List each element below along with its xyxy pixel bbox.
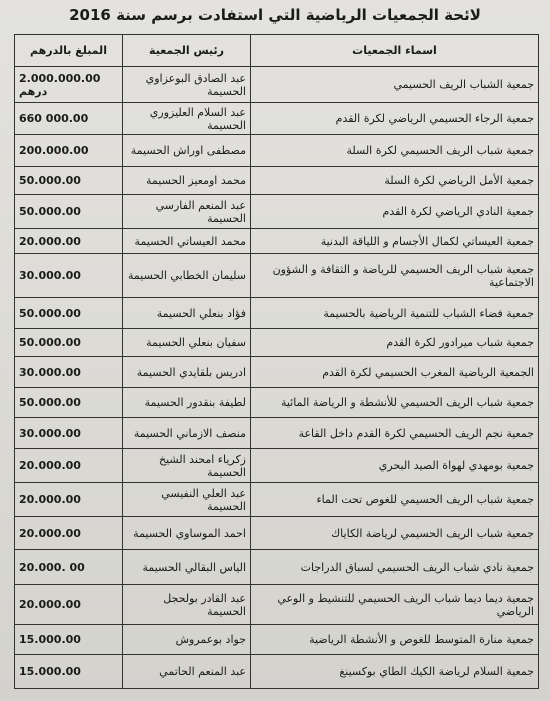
row-amount: 30.000.00: [15, 254, 123, 298]
row-amount: 30.000.00: [15, 357, 123, 388]
document-title: لائحة الجمعيات الرياضية التي استفادت برسم سنة 2016: [69, 6, 481, 24]
header-amount: المبلغ بالدرهم: [15, 35, 123, 67]
table-row: [15, 449, 539, 483]
row-president: عبد المنعم الحاتمي: [123, 655, 251, 689]
row-association-name: جمعية بومهدي لهواة الصيد البحري: [251, 449, 539, 483]
row-association-name: جمعية شباب الريف الحسيمي للغوص تحت الماء: [251, 483, 539, 517]
row-president: عبد القادر بولحجل الحسيمة: [123, 585, 251, 625]
row-president: ادريس بلقايدي الحسيمة: [123, 357, 251, 388]
header-name: اسماء الجمعيات: [251, 35, 539, 67]
table-row: [15, 655, 539, 689]
row-association-name: جمعية شباب الريف الحسيمي للأنشطة و الرياضة المائية: [251, 388, 539, 418]
row-president: فؤاد بنعلي الحسيمة: [123, 298, 251, 329]
row-association-name: جمعية نجم الريف الحسيمي لكرة القدم داخل القاعة: [251, 418, 539, 449]
row-amount: 660 000.00: [15, 103, 123, 135]
table-row: [15, 167, 539, 195]
table-row: [15, 298, 539, 329]
row-amount: 50.000.00: [15, 329, 123, 357]
table-row: [15, 67, 539, 103]
row-association-name: جمعية الشباب الريف الحسيمي: [251, 67, 539, 103]
row-association-name: جمعية العيساتي لكمال الأجسام و اللياقة البدنية: [251, 229, 539, 254]
row-amount: 20.000.00: [15, 483, 123, 517]
row-association-name: جمعية الأمل الرياضي لكرة السلة: [251, 167, 539, 195]
row-president: عبد الصادق البوعزاوي الحسيمة: [123, 67, 251, 103]
row-president: سليمان الخطابي الحسيمة: [123, 254, 251, 298]
row-amount: 20.000. 00: [15, 550, 123, 585]
row-association-name: جمعية شباب ميرادور لكرة القدم: [251, 329, 539, 357]
row-president: احمد الموساوي الحسيمة: [123, 517, 251, 550]
row-amount: 50.000.00: [15, 298, 123, 329]
row-president: عبد السلام العليزوري الحسيمة: [123, 103, 251, 135]
row-amount: 50.000.00: [15, 167, 123, 195]
header-president: رئيس الجمعية: [123, 35, 251, 67]
row-association-name: جمعية منارة المتوسط للغوص و الأنشطة الرياضية: [251, 625, 539, 655]
associations-rows: [15, 67, 539, 689]
table-row: [15, 329, 539, 357]
table-row: [15, 388, 539, 418]
table-row: [15, 483, 539, 517]
table-row: [15, 195, 539, 229]
table-row: [15, 418, 539, 449]
row-president: عبد المنعم الفارسي الحسيمة: [123, 195, 251, 229]
row-president: سفيان بنعلي الحسيمة: [123, 329, 251, 357]
row-amount: 20.000.00: [15, 517, 123, 550]
row-amount: 30.000.00: [15, 418, 123, 449]
table-row: [15, 229, 539, 254]
table-row: [15, 357, 539, 388]
row-president: عبد العلي النفيسي الحسيمة: [123, 483, 251, 517]
row-amount: 20.000.00: [15, 229, 123, 254]
row-association-name: الجمعية الرياضية المغرب الحسيمي لكرة القدم: [251, 357, 539, 388]
row-association-name: جمعية النادي الرياضي لكرة القدم: [251, 195, 539, 229]
row-association-name: جمعية شباب الريف الحسيمي لرياضة الكاياك: [251, 517, 539, 550]
row-amount: 50.000.00: [15, 388, 123, 418]
row-association-name: جمعية فضاء الشباب للتنمية الرياضية بالحسيمة: [251, 298, 539, 329]
row-amount: 15.000.00: [15, 625, 123, 655]
row-president: منصف الازماني الحسيمة: [123, 418, 251, 449]
table-row: [15, 625, 539, 655]
row-amount: 20.000.00: [15, 449, 123, 483]
row-amount: 200.000.00: [15, 135, 123, 167]
table-row: [15, 517, 539, 550]
row-association-name: جمعية شباب الريف الحسيمي لكرة السلة: [251, 135, 539, 167]
row-association-name: جمعية نادي شباب الريف الحسيمي لسباق الدراجات: [251, 550, 539, 585]
row-president: لطيفة بنقدور الحسيمة: [123, 388, 251, 418]
row-amount: 15.000.00: [15, 655, 123, 689]
row-amount: 50.000.00: [15, 195, 123, 229]
table-row: [15, 254, 539, 298]
row-association-name: جمعية ديما ديما شباب الريف الحسيمي للتنشيط و الوعي الرياضي: [251, 585, 539, 625]
table-row: [15, 135, 539, 167]
row-president: الياس البقالي الحسيمة: [123, 550, 251, 585]
row-association-name: جمعية السلام لرياضة الكيك الطاي بوكسينغ: [251, 655, 539, 689]
table-row: [15, 550, 539, 585]
associations-table: [14, 34, 539, 689]
row-president: مصطفى اوراش الحسيمة: [123, 135, 251, 167]
row-amount: 20.000.00: [15, 585, 123, 625]
row-association-name: جمعية شباب الريف الحسيمي للرياضة و الثقافة و الشؤون الاجتماعية: [251, 254, 539, 298]
row-amount: 2.000.000.00 درهم: [15, 67, 123, 103]
table-row: [15, 585, 539, 625]
row-president: زكرياء امحند الشيخ الحسيمة: [123, 449, 251, 483]
row-president: جواد بوعمروش: [123, 625, 251, 655]
row-president: محمد العيساتي الحسيمة: [123, 229, 251, 254]
table-row: [15, 103, 539, 135]
row-association-name: جمعية الرجاء الحسيمي الرياضي لكرة القدم: [251, 103, 539, 135]
row-president: محمد اومعيز الحسيمة: [123, 167, 251, 195]
